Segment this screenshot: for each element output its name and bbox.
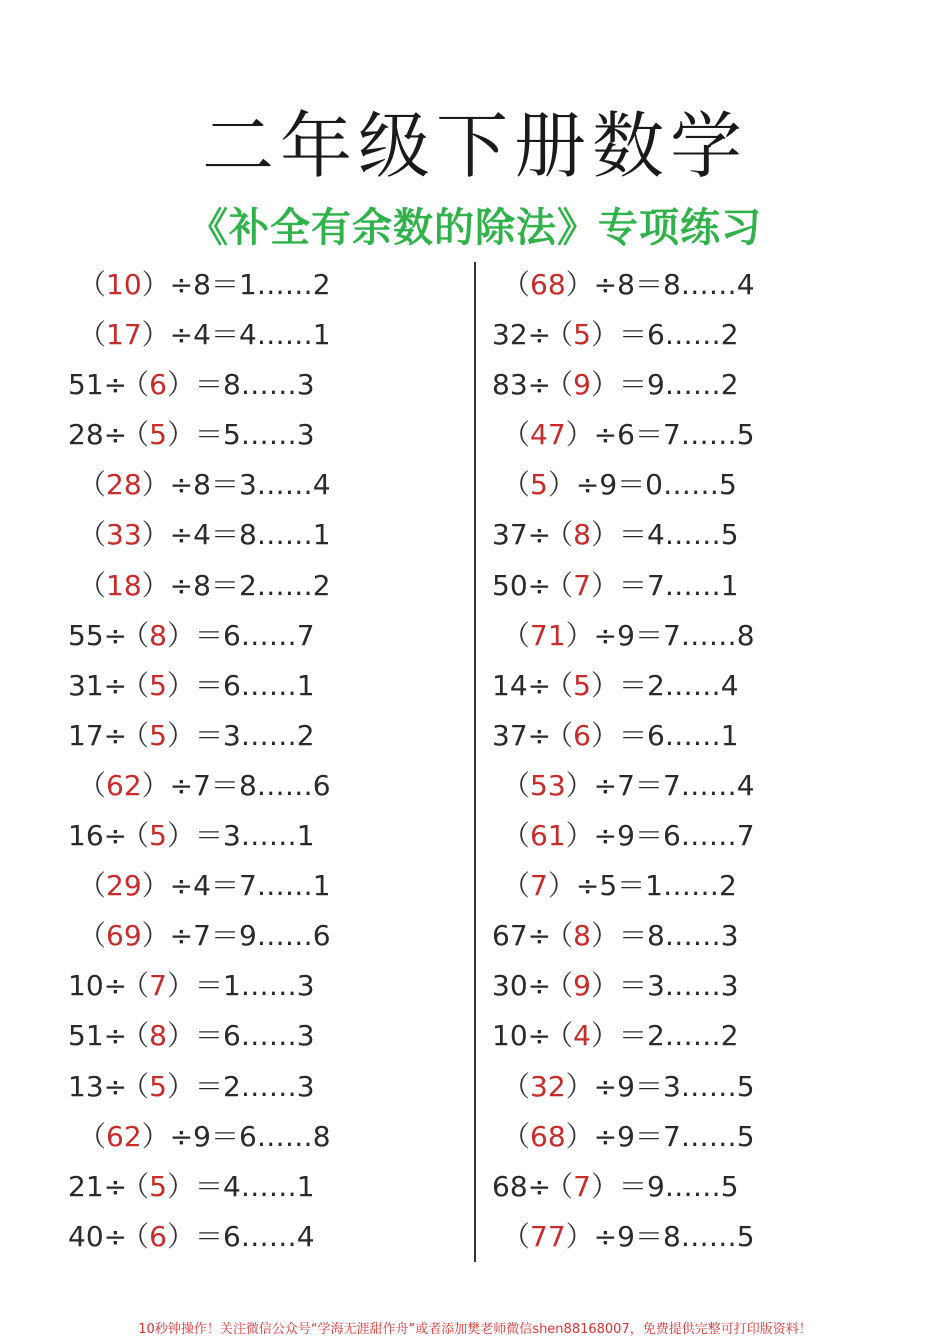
answer-number: 8 — [573, 919, 591, 953]
close-paren: ） — [565, 268, 594, 301]
dividend-text: 37÷ — [492, 718, 552, 752]
equation-rest: ÷8＝1……2 — [169, 268, 331, 301]
equation-rest: ＝3……2 — [194, 718, 315, 752]
close-paren: ） — [590, 969, 619, 1003]
problem-row — [478, 861, 948, 911]
answer-number: 8 — [149, 618, 167, 652]
answer-number: 5 — [573, 668, 591, 702]
answer-number: 5 — [149, 819, 167, 853]
answer-number: 47 — [530, 418, 566, 452]
answer-number: 6 — [573, 718, 591, 752]
problem-row — [0, 360, 470, 410]
open-paren: （ — [545, 718, 574, 752]
page-subtitle: 《补全有余数的除法》专项练习 — [188, 205, 762, 251]
answer-number: 7 — [573, 568, 591, 602]
footer-note: 10秒钟操作！关注微信公众号“学海无涯甜作舟”或者添加樊老师微信shen88168007，免费提供完整可打印版资料！ — [138, 1322, 812, 1337]
open-paren: （ — [545, 919, 574, 953]
close-paren: ） — [166, 1169, 195, 1203]
problem-row — [478, 1062, 948, 1112]
equation-rest: ÷5＝1……2 — [575, 869, 737, 903]
equation-rest: ÷8＝8……4 — [593, 268, 755, 301]
close-paren: ） — [141, 268, 170, 301]
dividend-text: 40÷ — [68, 1219, 128, 1253]
open-paren: （ — [78, 268, 107, 301]
problem-row — [478, 1212, 948, 1262]
answer-number: 17 — [106, 318, 142, 352]
open-paren: （ — [502, 768, 531, 802]
open-paren: （ — [545, 1169, 574, 1203]
close-paren: ） — [166, 1019, 195, 1053]
answer-number: 77 — [530, 1219, 566, 1253]
open-paren: （ — [502, 1219, 531, 1253]
equation-rest: ÷4＝8……1 — [169, 518, 331, 552]
answer-number: 61 — [530, 819, 566, 853]
problem-row — [0, 1011, 470, 1061]
open-paren: （ — [502, 618, 531, 652]
problem-row — [478, 561, 948, 611]
problem-row — [0, 661, 470, 711]
close-paren: ） — [590, 568, 619, 602]
equation-rest: ÷7＝7……4 — [593, 768, 755, 802]
right-column — [478, 260, 948, 1262]
close-paren: ） — [166, 1069, 195, 1103]
problem-row — [0, 260, 470, 310]
open-paren: （ — [121, 1169, 150, 1203]
close-paren: ） — [141, 869, 170, 903]
open-paren: （ — [121, 418, 150, 452]
dividend-text: 55÷ — [68, 618, 128, 652]
close-paren: ） — [166, 618, 195, 652]
answer-number: 5 — [149, 418, 167, 452]
close-paren: ） — [166, 368, 195, 402]
equation-rest: ＝9……5 — [618, 1169, 739, 1203]
open-paren: （ — [502, 268, 531, 301]
open-paren: （ — [545, 668, 574, 702]
open-paren: （ — [121, 618, 150, 652]
equation-rest: ＝8……3 — [618, 919, 739, 953]
problem-row — [478, 761, 948, 811]
answer-number: 6 — [149, 368, 167, 402]
problem-row — [0, 961, 470, 1011]
equation-rest: ＝6……3 — [194, 1019, 315, 1053]
answer-number: 7 — [149, 969, 167, 1003]
open-paren: （ — [502, 819, 531, 853]
answer-number: 8 — [573, 518, 591, 552]
open-paren: （ — [502, 1069, 531, 1103]
problem-row — [0, 711, 470, 761]
dividend-text: 32÷ — [492, 318, 552, 352]
answer-number: 68 — [530, 1119, 566, 1153]
answer-number: 8 — [149, 1019, 167, 1053]
close-paren: ） — [166, 969, 195, 1003]
problem-row — [478, 911, 948, 961]
open-paren: （ — [121, 969, 150, 1003]
close-paren: ） — [565, 418, 594, 452]
equation-rest: ＝6……2 — [618, 318, 739, 352]
answer-number: 29 — [106, 869, 142, 903]
open-paren: （ — [78, 919, 107, 953]
equation-rest: ＝6……1 — [194, 668, 315, 702]
problem-row — [478, 661, 948, 711]
equation-rest: ÷9＝6……7 — [593, 819, 755, 853]
open-paren: （ — [545, 969, 574, 1003]
answer-number: 71 — [530, 618, 566, 652]
problem-row — [0, 410, 470, 460]
close-paren: ） — [590, 718, 619, 752]
problem-row — [478, 961, 948, 1011]
open-paren: （ — [545, 518, 574, 552]
problem-row — [0, 611, 470, 661]
problem-row — [478, 1011, 948, 1061]
open-paren: （ — [121, 368, 150, 402]
answer-number: 4 — [573, 1019, 591, 1053]
open-paren: （ — [121, 718, 150, 752]
dividend-text: 68÷ — [492, 1169, 552, 1203]
left-column — [0, 260, 470, 1262]
close-paren: ） — [590, 318, 619, 352]
close-paren: ） — [565, 819, 594, 853]
open-paren: （ — [78, 869, 107, 903]
answer-number: 32 — [530, 1069, 566, 1103]
dividend-text: 21÷ — [68, 1169, 128, 1203]
problem-row — [478, 611, 948, 661]
dividend-text: 37÷ — [492, 518, 552, 552]
open-paren: （ — [502, 1119, 531, 1153]
open-paren: （ — [78, 568, 107, 602]
problem-row — [0, 510, 470, 560]
close-paren: ） — [590, 1019, 619, 1053]
open-paren: （ — [121, 668, 150, 702]
problem-row — [0, 1162, 470, 1212]
open-paren: （ — [502, 468, 531, 502]
equation-rest: ＝6……7 — [194, 618, 315, 652]
equation-rest: ÷9＝6……8 — [169, 1119, 331, 1153]
equation-rest: ＝9……2 — [618, 368, 739, 402]
equation-rest: ÷8＝2……2 — [169, 568, 331, 602]
column-divider — [474, 262, 476, 1262]
close-paren: ） — [590, 368, 619, 402]
close-paren: ） — [141, 768, 170, 802]
answer-number: 9 — [573, 368, 591, 402]
problem-row — [478, 811, 948, 861]
problem-row — [478, 460, 948, 510]
open-paren: （ — [545, 318, 574, 352]
answer-number: 7 — [530, 869, 548, 903]
open-paren: （ — [121, 1019, 150, 1053]
equation-rest: ＝1……3 — [194, 969, 315, 1003]
close-paren: ） — [565, 618, 594, 652]
close-paren: ） — [141, 568, 170, 602]
problem-row — [0, 561, 470, 611]
open-paren: （ — [78, 318, 107, 352]
equation-rest: ÷7＝8……6 — [169, 768, 331, 802]
equation-rest: ＝2……3 — [194, 1069, 315, 1103]
dividend-text: 83÷ — [492, 368, 552, 402]
open-paren: （ — [545, 568, 574, 602]
dividend-text: 28÷ — [68, 418, 128, 452]
answer-number: 5 — [149, 718, 167, 752]
answer-number: 53 — [530, 768, 566, 802]
close-paren: ） — [166, 668, 195, 702]
open-paren: （ — [78, 768, 107, 802]
answer-number: 33 — [106, 518, 142, 552]
equation-rest: ＝4……5 — [618, 518, 739, 552]
close-paren: ） — [565, 768, 594, 802]
problem-row — [478, 1162, 948, 1212]
equation-rest: ＝8……3 — [194, 368, 315, 402]
problem-row — [0, 1112, 470, 1162]
page-title: 二年级下册数学 — [201, 104, 748, 188]
dividend-text: 10÷ — [492, 1019, 552, 1053]
dividend-text: 13÷ — [68, 1069, 128, 1103]
open-paren: （ — [78, 518, 107, 552]
problem-row — [0, 761, 470, 811]
dividend-text: 51÷ — [68, 368, 128, 402]
equation-rest: ＝6……4 — [194, 1219, 315, 1253]
close-paren: ） — [141, 318, 170, 352]
close-paren: ） — [141, 1119, 170, 1153]
close-paren: ） — [590, 668, 619, 702]
open-paren: （ — [502, 418, 531, 452]
dividend-text: 14÷ — [492, 668, 552, 702]
problem-row — [0, 1212, 470, 1262]
answer-number: 62 — [106, 768, 142, 802]
equation-rest: ÷8＝3……4 — [169, 468, 331, 502]
dividend-text: 31÷ — [68, 668, 128, 702]
open-paren: （ — [121, 1069, 150, 1103]
open-paren: （ — [545, 1019, 574, 1053]
problem-row — [478, 310, 948, 360]
equation-rest: ＝4……1 — [194, 1169, 315, 1203]
dividend-text: 16÷ — [68, 819, 128, 853]
answer-number: 5 — [530, 468, 548, 502]
equation-rest: ＝3……1 — [194, 819, 315, 853]
answer-number: 5 — [149, 668, 167, 702]
close-paren: ） — [166, 1219, 195, 1253]
answer-number: 9 — [573, 969, 591, 1003]
answer-number: 18 — [106, 568, 142, 602]
equation-rest: ÷9＝3……5 — [593, 1069, 755, 1103]
close-paren: ） — [590, 1169, 619, 1203]
answer-number: 10 — [106, 268, 142, 301]
equation-rest: ＝5……3 — [194, 418, 315, 452]
close-paren: ） — [166, 718, 195, 752]
problem-row — [0, 911, 470, 961]
problem-row — [0, 310, 470, 360]
problem-row — [0, 460, 470, 510]
close-paren: ） — [141, 518, 170, 552]
problem-row — [478, 260, 948, 310]
dividend-text: 51÷ — [68, 1019, 128, 1053]
open-paren: （ — [78, 1119, 107, 1153]
open-paren: （ — [545, 368, 574, 402]
equation-rest: ＝7……1 — [618, 568, 739, 602]
dividend-text: 50÷ — [492, 568, 552, 602]
equation-rest: ＝2……4 — [618, 668, 739, 702]
open-paren: （ — [121, 1219, 150, 1253]
answer-number: 6 — [149, 1219, 167, 1253]
close-paren: ） — [565, 1119, 594, 1153]
problem-row — [478, 711, 948, 761]
close-paren: ） — [565, 1069, 594, 1103]
answer-number: 5 — [149, 1169, 167, 1203]
open-paren: （ — [121, 819, 150, 853]
equation-rest: ＝2……2 — [618, 1019, 739, 1053]
answer-number: 68 — [530, 268, 566, 301]
close-paren: ） — [141, 919, 170, 953]
equation-rest: ÷6＝7……5 — [593, 418, 755, 452]
dividend-text: 10÷ — [68, 969, 128, 1003]
problem-row — [0, 1062, 470, 1112]
equation-rest: ÷9＝7……8 — [593, 618, 755, 652]
equation-rest: ＝6……1 — [618, 718, 739, 752]
problem-row — [478, 510, 948, 560]
answer-number: 28 — [106, 468, 142, 502]
answer-number: 5 — [573, 318, 591, 352]
equation-rest: ÷9＝8……5 — [593, 1219, 755, 1253]
answer-number: 7 — [573, 1169, 591, 1203]
answer-number: 69 — [106, 919, 142, 953]
close-paren: ） — [547, 869, 576, 903]
problem-row — [478, 410, 948, 460]
equation-rest: ÷9＝7……5 — [593, 1119, 755, 1153]
close-paren: ） — [166, 819, 195, 853]
close-paren: ） — [590, 919, 619, 953]
problem-row — [0, 811, 470, 861]
equation-rest: ÷9＝0……5 — [575, 468, 737, 502]
answer-number: 62 — [106, 1119, 142, 1153]
dividend-text: 17÷ — [68, 718, 128, 752]
problem-row — [478, 1112, 948, 1162]
open-paren: （ — [502, 869, 531, 903]
equation-rest: ÷4＝4……1 — [169, 318, 331, 352]
problem-row — [478, 360, 948, 410]
equation-rest: ÷4＝7……1 — [169, 869, 331, 903]
answer-number: 5 — [149, 1069, 167, 1103]
dividend-text: 67÷ — [492, 919, 552, 953]
close-paren: ） — [141, 468, 170, 502]
equation-rest: ÷7＝9……6 — [169, 919, 331, 953]
close-paren: ） — [590, 518, 619, 552]
equation-rest: ＝3……3 — [618, 969, 739, 1003]
problem-row — [0, 861, 470, 911]
close-paren: ） — [166, 418, 195, 452]
dividend-text: 30÷ — [492, 969, 552, 1003]
close-paren: ） — [547, 468, 576, 502]
open-paren: （ — [78, 468, 107, 502]
close-paren: ） — [565, 1219, 594, 1253]
